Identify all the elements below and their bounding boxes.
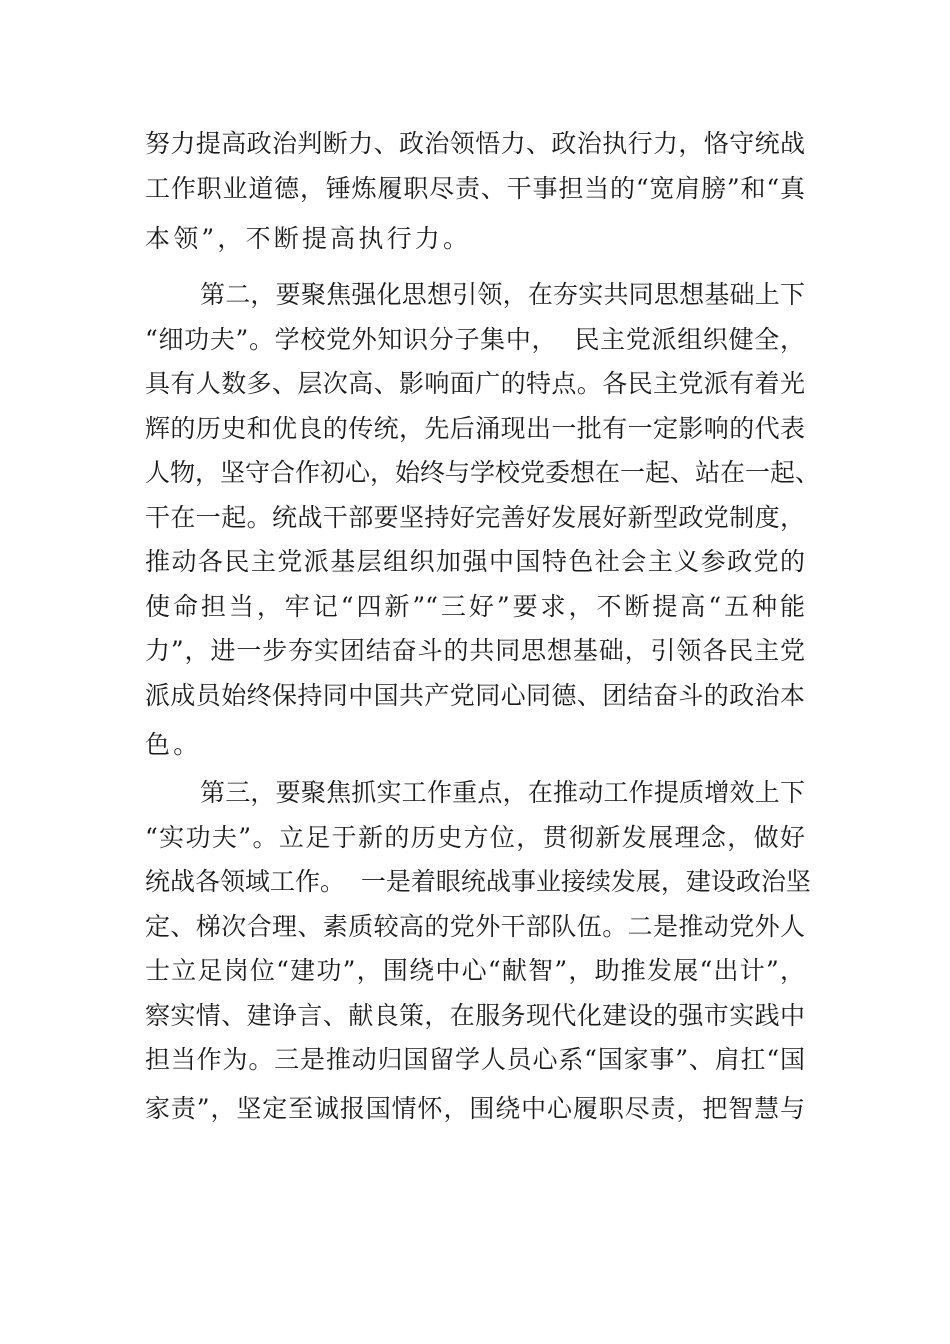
paragraph-start-line: 第二，要聚焦强化思想引领，在夯实共同思想基础上下 xyxy=(200,280,805,309)
text-line: 辉的历史和优良的传统，先后涌现出一批有一定影响的代表 xyxy=(145,414,805,443)
text-line: 定、梯次合理、素质较高的党外干部队伍。二是推动党外人 xyxy=(145,912,805,941)
text-line: 色。 xyxy=(145,730,202,759)
text-line: 察实情、建诤言、献良策，在服务现代化建设的强市实践中 xyxy=(145,1001,805,1030)
text-line: 派成员始终保持同中国共产党同心同德、团结奋斗的政治本 xyxy=(145,681,805,710)
text-line: “细功夫”。学校党外知识分子集中， 民主党派组织健全， xyxy=(145,325,805,354)
text-line: 使命担当，牢记“四新”“三好”要求，不断提高“五种能 xyxy=(145,592,805,621)
text-line: 力”，进一步夯实团结奋斗的共同思想基础，引领各民主党 xyxy=(145,636,805,665)
text-line: “实功夫”。立足于新的历史方位，贯彻新发展理念，做好 xyxy=(145,823,805,852)
text-line: 推动各民主党派基层组织加强中国特色社会主义参政党的 xyxy=(145,547,805,576)
text-line: 具有人数多、层次高、影响面广的特点。各民主党派有着光 xyxy=(145,369,805,398)
text-line: 努力提高政治判断力、政治领悟力、政治执行力，恪守统战 xyxy=(145,129,805,158)
paragraph-start-line: 第三，要聚焦抓实工作重点，在推动工作提质增效上下 xyxy=(200,778,805,807)
text-line: 家责”，坚定至诚报国情怀，围绕中心履职尽责，把智慧与 xyxy=(145,1094,805,1123)
text-line: 士立足岗位“建功”，围绕中心“献智”，助推发展“出计”， xyxy=(145,956,805,985)
text-line: 人物，坚守合作初心，始终与学校党委想在一起、站在一起、 xyxy=(145,458,821,487)
text-line: 本领”，不断提高执行力。 xyxy=(145,224,472,253)
text-line: 担当作为。三是推动归国留学人员心系“国家事”、肩扛“国 xyxy=(145,1045,805,1074)
text-line: 干在一起。统战干部要坚持好完善好发展好新型政党制度， xyxy=(145,503,805,532)
text-line: 统战各领域工作。 一是着眼统战事业接续发展，建设政治坚 xyxy=(145,867,811,896)
text-line: 工作职业道德，锤炼履职尽责、干事担当的“宽肩膀”和“真 xyxy=(145,174,805,203)
